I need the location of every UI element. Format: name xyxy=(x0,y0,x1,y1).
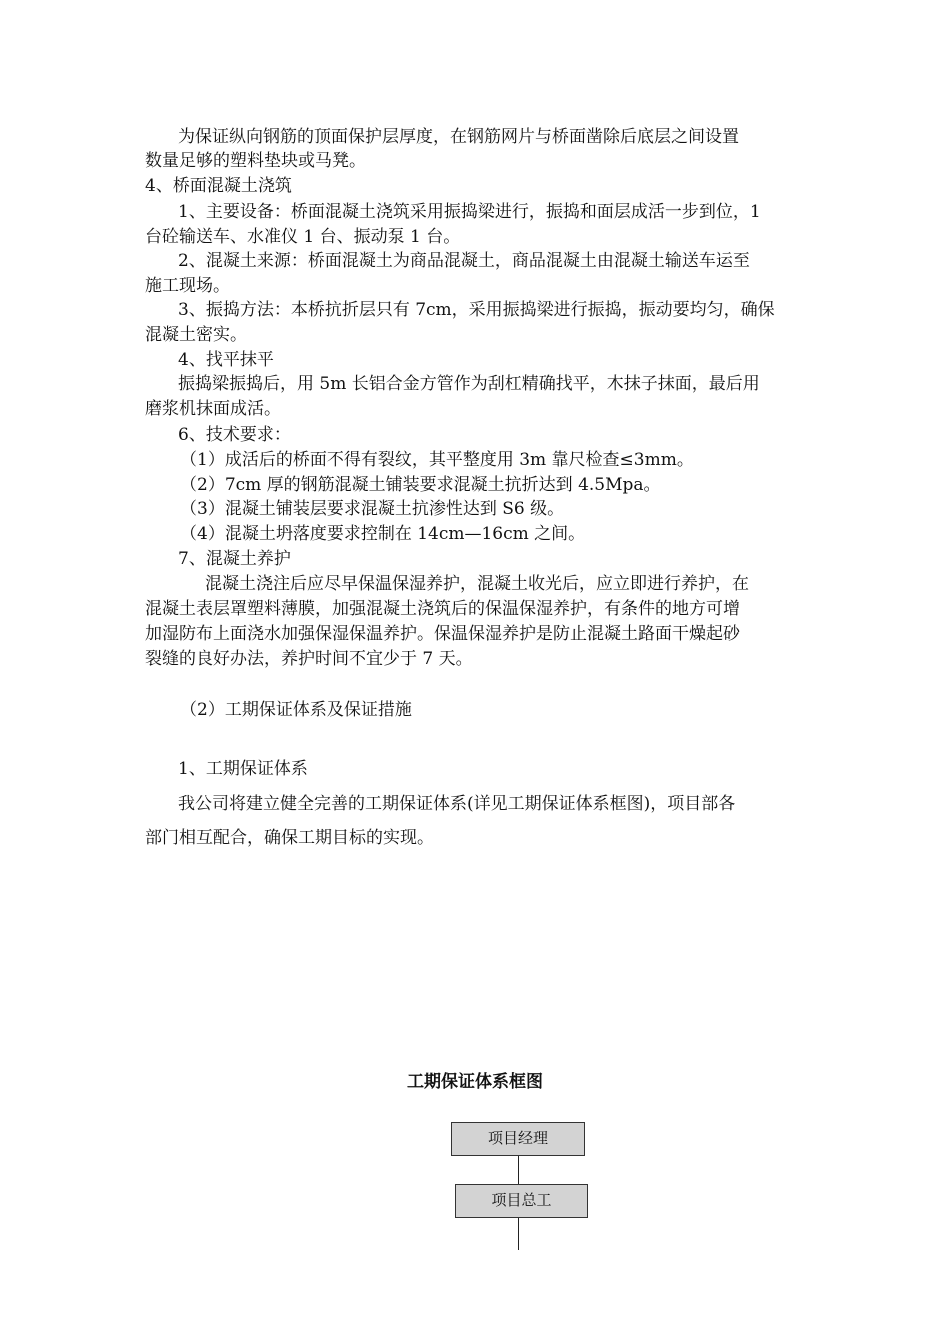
section-heading: （2）工期保证体系及保证措施 xyxy=(180,700,412,720)
paragraph-line: 为保证纵向钢筋的顶面保护层厚度，在钢筋网片与桥面凿除后底层之间设置 xyxy=(178,127,739,147)
subheading: 7、混凝土养护 xyxy=(178,549,291,569)
paragraph-line: 施工现场。 xyxy=(145,276,230,296)
subheading: 6、技术要求： xyxy=(178,425,291,445)
requirement-item: （1）成活后的桥面不得有裂纹，其平整度用 3m 靠尺检查≤3mm。 xyxy=(180,450,694,470)
paragraph-line: 3、振捣方法：本桥抗折层只有 7cm，采用振捣梁进行振捣，振动要均匀，确保 xyxy=(178,300,775,320)
paragraph-line: 裂缝的良好办法，养护时间不宜少于 7 天。 xyxy=(145,649,473,669)
paragraph-line: 2、混凝土来源：桥面混凝土为商品混凝土，商品混凝土由混凝土输送车运至 xyxy=(178,251,750,271)
connector-line xyxy=(518,1218,519,1250)
requirement-item: （4）混凝土坍落度要求控制在 14cm—16cm 之间。 xyxy=(180,524,586,544)
requirement-item: （3）混凝土铺装层要求混凝土抗渗性达到 S6 级。 xyxy=(180,499,565,519)
diagram-title: 工期保证体系框图 xyxy=(407,1072,543,1092)
subheading: 4、找平抹平 xyxy=(178,350,274,370)
paragraph-line: 我公司将建立健全完善的工期保证体系(详见工期保证体系框图)，项目部各 xyxy=(178,794,736,814)
paragraph-line: 部门相互配合，确保工期目标的实现。 xyxy=(145,828,434,848)
paragraph-line: 振捣梁振捣后，用 5m 长铝合金方管作为刮杠精确找平，木抹子抹面，最后用 xyxy=(178,374,760,394)
node-chief-engineer: 项目总工 xyxy=(455,1184,588,1218)
node-project-manager: 项目经理 xyxy=(451,1122,585,1156)
paragraph-line: 混凝土浇注后应尽早保温保湿养护，混凝土收光后，应立即进行养护，在 xyxy=(205,574,749,594)
paragraph-line: 台砼输送车、水准仪 1 台、振动泵 1 台。 xyxy=(145,227,461,247)
subheading: 1、工期保证体系 xyxy=(178,759,308,779)
section-heading: 4、桥面混凝土浇筑 xyxy=(145,176,292,196)
connector-line xyxy=(518,1156,519,1184)
paragraph-line: 加湿防布上面浇水加强保湿保温养护。保温保湿养护是防止混凝土路面干燥起砂 xyxy=(145,624,740,644)
paragraph-line: 磨浆机抹面成活。 xyxy=(145,399,281,419)
paragraph-line: 1、主要设备：桥面混凝土浇筑采用振捣梁进行，振捣和面层成活一步到位，1 xyxy=(178,202,761,222)
paragraph-line: 混凝土表层罩塑料薄膜，加强混凝土浇筑后的保温保湿养护，有条件的地方可增 xyxy=(145,599,740,619)
requirement-item: （2）7cm 厚的钢筋混凝土铺装要求混凝土抗折达到 4.5Mpa。 xyxy=(180,475,661,495)
paragraph-line: 混凝土密实。 xyxy=(145,325,247,345)
paragraph-line: 数量足够的塑料垫块或马凳。 xyxy=(145,151,366,171)
